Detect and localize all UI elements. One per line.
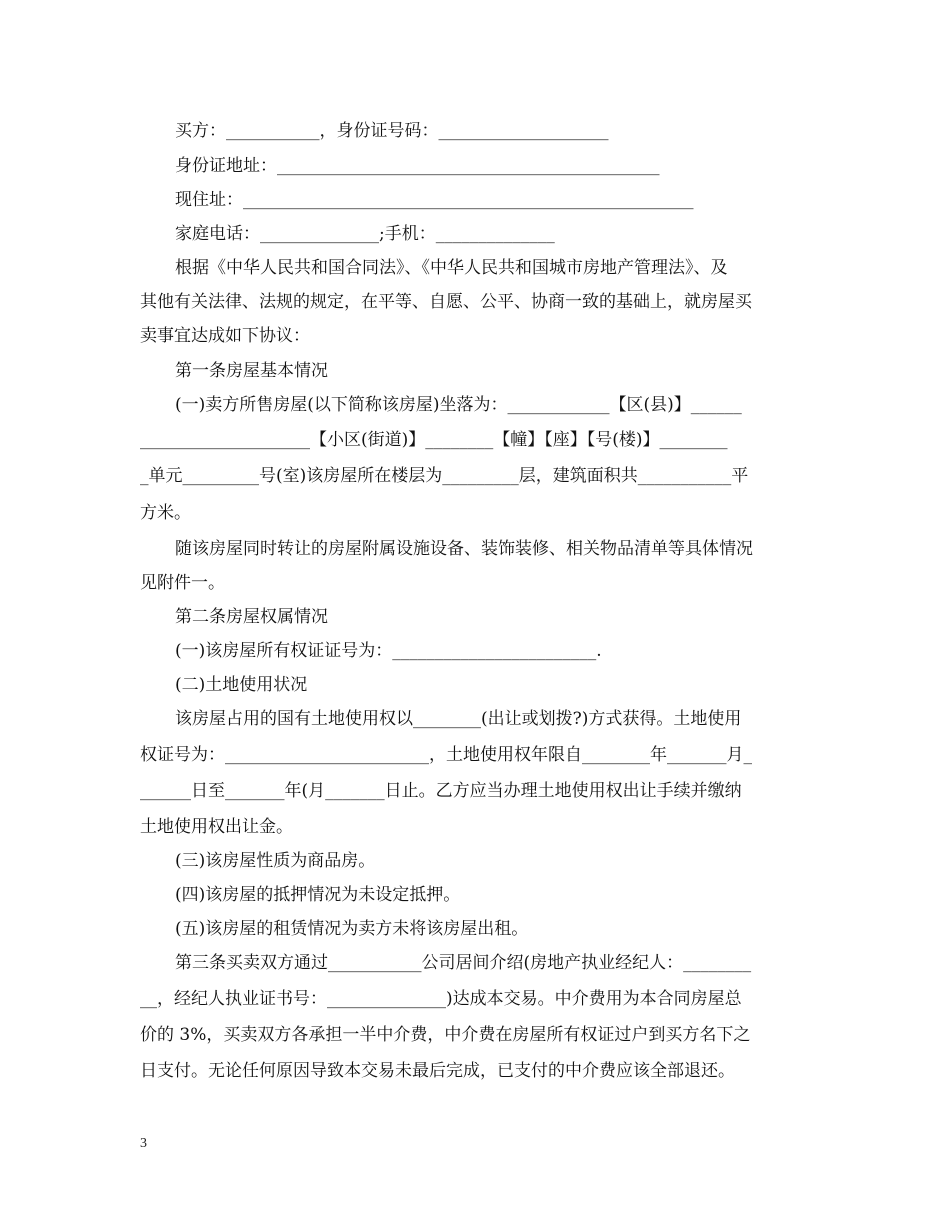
article-2-heading: 第二条房屋权属情况	[175, 607, 328, 627]
land-use-line-1: 该房屋占用的国有土地使用权以________(出让或划拨?)方式获得。土地使用	[175, 709, 742, 729]
phone-line: 家庭电话：______________;手机：______________	[175, 224, 555, 244]
attachment-note-line-2: 见附件一。	[140, 573, 225, 593]
buyer-line: 买方：___________，身份证号码：____________________	[175, 121, 609, 141]
article-1-item-1-line-1: (一)卖方所售房屋(以下简称该房屋)坐落为：____________【区(县)】______	[175, 395, 742, 415]
article-1-item-1-line-4: 方米。	[140, 503, 191, 523]
article-3-line-1: 第三条买卖双方通过___________公司居间介绍(房地产执业经纪人：________	[175, 953, 752, 973]
page-number: 3	[140, 1136, 147, 1151]
article-3-line-2: __，经纪人执业证书号：______________)达成本交易。中介费用为本合同房屋总	[140, 989, 742, 1009]
article-2-item-5: (五)该房屋的租赁情况为卖方未将该房屋出租。	[175, 919, 529, 939]
land-use-line-3: ______日至_______年(月_______日止。乙方应当办理土地使用权出让手续并缴纳	[140, 781, 742, 801]
article-3-line-4: 日支付。无论任何原因导致本交易未最后完成，已支付的中介费应该全部退还。	[140, 1061, 735, 1081]
current-address-line: 现住址：_____________________________________________________	[175, 190, 694, 210]
article-2-item-3: (三)该房屋性质为商品房。	[175, 851, 376, 871]
article-2-item-2: (二)土地使用状况	[175, 675, 308, 695]
land-use-line-4: 土地使用权出让金。	[140, 817, 293, 837]
land-use-line-2: 权证号为：________________________，土地使用权年限自________年_______月_	[140, 745, 752, 765]
preamble-line-3: 卖事宜达成如下协议：	[140, 326, 310, 346]
article-1-item-1-line-3: _单元_________号(室)该房屋所在楼层为_________层，建筑面积共___________平	[140, 466, 749, 486]
article-2-item-1: (一)该房屋所有权证证号为：________________________.	[175, 641, 602, 661]
article-3-line-3: 价的 3%，买卖双方各承担一半中介费，中介费在房屋所有权证过户到买方名下之	[140, 1025, 751, 1045]
attachment-note-line-1: 随该房屋同时转让的房屋附属设施设备、装饰装修、相关物品清单等具体情况	[175, 539, 753, 559]
article-2-item-4: (四)该房屋的抵押情况为未设定抵押。	[175, 885, 461, 905]
article-1-item-1-line-2: ____________________【小区(街道)】________【幢】【座】【号(楼)】________	[140, 430, 728, 450]
article-1-heading: 第一条房屋基本情况	[175, 361, 328, 381]
preamble-line-2: 其他有关法律、法规的规定，在平等、自愿、公平、协商一致的基础上，就房屋买	[140, 292, 752, 312]
id-address-line: 身份证地址：_____________________________________________	[175, 156, 660, 176]
preamble-line-1: 根据《中华人民共和国合同法》、《中华人民共和国城市房地产管理法》、及	[175, 258, 728, 278]
